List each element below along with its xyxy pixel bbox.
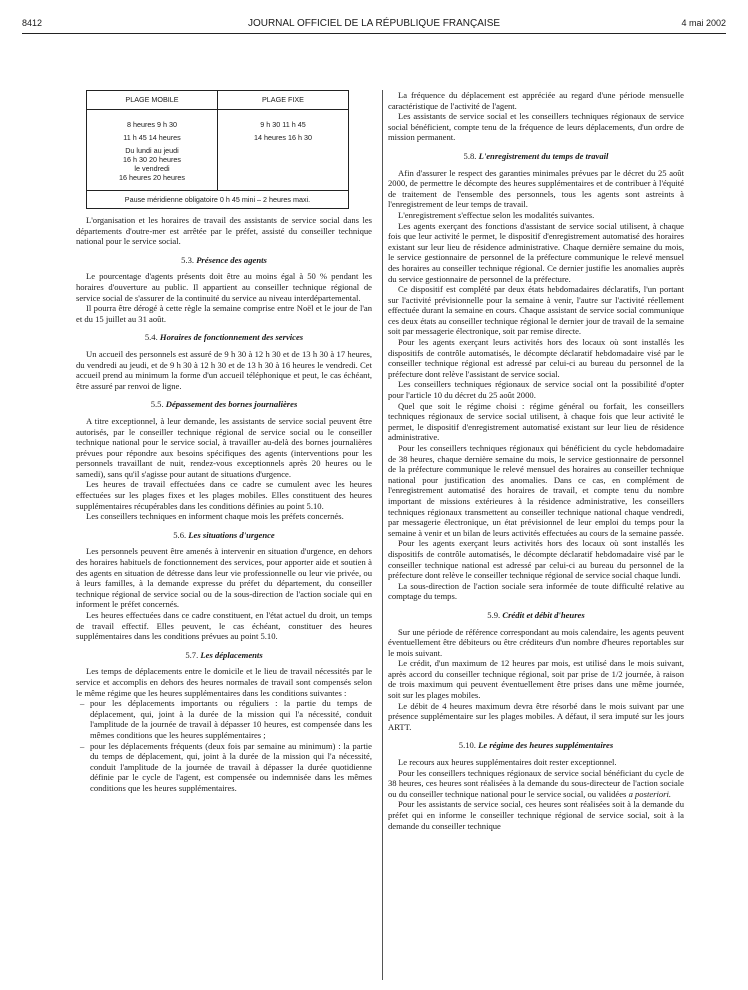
table-header-plage-fixe: PLAGE FIXE <box>218 91 349 110</box>
paragraph: Pour les agents exerçant leurs activités hors des locaux où sont installés les dispositifs de contrôle automatisés, le décompte déclaratif hebdomadaire visé par le conseiller technique national est adressé par celui-ci au bureau du personnel de la préfecture dont relève le conseiller technique régional de service social chaque lundi. <box>388 538 684 581</box>
section-heading-5-5: 5.5. Dépassement des bornes journalières <box>150 399 298 410</box>
paragraph: L'organisation et les horaires de travail des assistants de service social dans les départements d'outre-mer est arrêtée par le préfet, assisté du conseiller technique national pour le service social. <box>76 215 372 247</box>
schedule-table <box>86 90 349 209</box>
section-heading-5-9: 5.9. Crédit et débit d'heures <box>487 609 585 620</box>
paragraph: Les assistants de service social et les conseillers techniques régionaux de service social bénéficient, compte tenu de la fréquence de leurs déplacements, d'un ordre de mission permanent. <box>388 111 684 143</box>
paragraph: La fréquence du déplacement est appréciée au regard d'une période mensuelle caractéristique de l'activité de l'agent. <box>388 90 684 111</box>
column-divider <box>382 90 383 980</box>
paragraph: Pour les agents exerçant leurs activités hors des locaux où sont installés les dispositifs de contrôle automatisés, le décompte déclaratif hebdomadaire visé par le conseiller technique régional est adressé par celui-ci au bureau du personnel de la préfecture dont relève l'assistant de service social. <box>388 337 684 379</box>
page-number: 8412 <box>22 18 43 28</box>
table-cell-plage-mobile <box>87 110 218 191</box>
paragraph: A titre exceptionnel, à leur demande, les assistants de service social peuvent être autorisés, par le conseiller technique régional de service social ou le conseiller technique national pour le service social, à travailler au-delà des bornes journalières prévues pour répondre aux besoins spécifiques des agents (interventions pour les personnels travaillant de nuit, rendez-vous exceptionnels après 20 heures ou le samedi), sans qu'il s'agisse pour autant de situations d'urgence. <box>76 415 372 479</box>
paragraph: Sur une période de référence correspondant au mois calendaire, les agents peuvent éventuellement être débiteurs ou être créditeurs d'un nombre d'heures reportables sur le mois suivant. <box>388 626 684 658</box>
paragraph: Les temps de déplacements entre le domicile et le lieu de travail nécessités par le service et accomplis en dehors des heures normales de travail sont compensés selon le même régime que les heures supplémentaires dans les conditions suivantes : <box>76 666 372 698</box>
paragraph: Quel que soit le régime choisi : régime général ou forfait, les conseillers techniques régionaux de service social utilisent, à chaque fois que leur activité le permet, le dispositif d'enregistrement automatisé existant sur leur lieu de résidence administrative. <box>388 400 684 443</box>
journal-title: JOURNAL OFFICIEL DE LA RÉPUBLIQUE FRANÇAISE <box>247 18 501 29</box>
paragraph: Pour les conseillers techniques régionaux qui bénéficient du cycle hebdomadaire de 38 heures, chaque dernière semaine du mois, le service gestionnaire de personnel de la préfecture communique le relevé mensuel des horaires au conseiller technique national pour justification des anomalies. Dans ce cas, en complément de l'enregistrement automatisé des horaires de travail, et compte tenu du nombre important de missions extérieures à la résidence administrative, les conseillers techniques régionaux transmettent au conseiller technique national chaque vendredi, par messagerie électronique, un état prévisionnel de leur emploi du temps pour la semaine à venir et un bilan de leurs activités effectuées au cours de la semaine passée. <box>388 443 684 538</box>
section-heading-5-4: 5.4. Horaires de fonctionnement des services <box>144 332 304 343</box>
paragraph: La sous-direction de l'action sociale sera informée de toute difficulté relative au comptage du temps. <box>388 580 684 602</box>
table-line: le vendredi <box>134 164 170 173</box>
paragraph: Les agents exerçant des fonctions d'assistant de service social utilisent, à chaque fois que leur activité le permet, le dispositif d'enregistrement automatisé des horaires existant sur leur lieu de résidence administrative. Chaque dernière semaine du mois, le service gestionnaire de personnel de la préfecture communique le relevé mensuel des horaires au conseiller technique régional. Ce dernier justifie les anomalies auprès du service gestionnaire de personnel de la préfecture. <box>388 220 684 284</box>
list-item: – pour les déplacements importants ou réguliers : la partie du temps de déplacement, qui, joint à la durée de la mission qui l'a nécessité, conduit l'amplitude de la journée de travail à dépasser 10 heures, est compensée dans les mêmes conditions que les heures supplémentaires ; <box>90 698 372 740</box>
table-line: 14 heures 16 h 30 <box>254 133 312 142</box>
paragraph: Le recours aux heures supplémentaires doit rester exceptionnel. <box>398 757 617 768</box>
table-line: 16 heures 20 heures <box>119 173 185 182</box>
header-rule <box>22 33 726 34</box>
section-heading-5-3: 5.3. Présence des agents <box>181 254 267 265</box>
right-column <box>388 90 684 831</box>
paragraph: Afin d'assurer le respect des garanties minimales prévues par le décret du 25 août 2000, de permettre le décompte des heures supplémentaires et de contribuer à l'équité de traitement de l'ensemble des personnels, tous les agents sont astreints à l'enregistrement de leur temps de travail. <box>388 167 684 210</box>
section-heading-5-6: 5.6. Les situations d'urgence <box>173 529 275 540</box>
table-line: Du lundi au jeudi <box>125 146 179 155</box>
table-line: 11 h 45 14 heures <box>123 133 181 142</box>
paragraph: Pour les assistants de service social, ces heures sont réalisées soit à la demande du préfet qui en informe le conseiller technique régional de service social, soit à la demande du conseiller technique <box>388 799 684 831</box>
paragraph: Les personnels peuvent être amenés à intervenir en situation d'urgence, en dehors des horaires habituels de fonctionnement des services, pour apporter aide et soutien à des agents en situation de détresse dans leur vie professionnelle ou leur vie privée, ou à leurs familles, à la demande expresse du préfet du département, du conseiller technique régional de service social ou de la sous-direction de l'action sociale qui en informent le préfet concernés. <box>76 546 372 610</box>
page-header <box>22 18 726 32</box>
list-item: – pour les déplacements fréquents (deux fois par semaine au minimum) : la partie du temps de déplacement, qui, joint à la durée de la mission qui l'a nécessité, conduit l'amplitude de la journée de travail à dépasser la durée quotidienne définie par le cycle de l'agent, est compensée ou indemnisée dans les mêmes conditions que les heures supplémentaires. <box>90 741 372 794</box>
table-cell-plage-fixe <box>218 110 349 191</box>
dash-list <box>76 698 372 793</box>
table-footer: Pause méridienne obligatoire 0 h 45 mini – 2 heures maxi. <box>87 191 349 209</box>
paragraph: Pour les conseillers techniques régionaux de service social bénéficiant du cycle de 38 heures, ces heures sont réalisées à la demande du sous-directeur de l'action sociale ou du conseiller technique national pour le service social, ou validées a posteriori. <box>388 767 684 799</box>
paragraph: Les heures effectuées dans ce cadre constituent, en l'état actuel du droit, un temps de travail effectif. Elles peuvent, le cas échéant, constituer des heures supplémentaires dans les conditions prévues au point 5.10. <box>76 610 372 642</box>
table-line: 9 h 30 11 h 45 <box>260 120 306 129</box>
paragraph: Il pourra être dérogé à cette règle la semaine comprise entre Noël et le jour de l'an et du 15 juillet au 31 août. <box>76 303 372 324</box>
table-line: 8 heures 9 h 30 <box>127 120 177 129</box>
paragraph: Les conseillers techniques régionaux de service social ont la possibilité d'opter pour l'article 10 du décret du 25 août 2000. <box>388 379 684 401</box>
left-column <box>76 90 372 794</box>
paragraph: Le crédit, d'un maximum de 12 heures par mois, est utilisé dans le mois suivant, après accord du conseiller technique régional, soit par prise de 1/2 journée, à raison de trois maximum qui peuvent éventuellement être prises dans une même journée, soit sur les plages mobiles. <box>388 658 684 701</box>
table-header-plage-mobile: PLAGE MOBILE <box>87 91 218 110</box>
paragraph: Le débit de 4 heures maximum devra être résorbé dans le mois suivant par une présence supplémentaire sur les plages mobiles. A défaut, il sera imputé sur les jours ARTT. <box>388 700 684 732</box>
paragraph: Les conseillers techniques en informent chaque mois les préfets concernés. <box>86 511 344 522</box>
section-heading-5-7: 5.7. Les déplacements <box>185 649 263 660</box>
section-heading-5-8: 5.8. L'enregistrement du temps de travail <box>463 150 609 161</box>
paragraph: Un accueil des personnels est assuré de 9 h 30 à 12 h 30 et de 13 h 30 à 17 heures, du vendredi au jeudi, et de 9 h 30 à 12 h 30 et de 13 h 30 à 16 heures le vendredi. Cet accueil prend au minimum la forme d'un accueil téléphonique et peut, le cas échéant, être assuré par renvoi de ligne. <box>76 348 372 391</box>
paragraph: Les heures de travail effectuées dans ce cadre se cumulent avec les heures effectuées sur les plages fixes et les plages mobiles. Elles constituent des heures supplémentaires récupérables dans les conditions définies au point 5.10. <box>76 479 372 511</box>
paragraph: Le pourcentage d'agents présents doit être au moins égal à 50 % pendant les horaires d'ouverture au public. Il appartient au conseiller technique régional de service social de s'assurer de la continuité du service au niveau interdépartemental. <box>76 271 372 303</box>
table-line: 16 h 30 20 heures <box>123 155 181 164</box>
section-heading-5-10: 5.10. Le régime des heures supplémentaires <box>458 740 614 751</box>
paragraph: L'enregistrement s'effectue selon les modalités suivantes. <box>398 209 595 220</box>
issue-date: 4 mai 2002 <box>681 18 726 28</box>
paragraph: Ce dispositif est complété par deux états hebdomadaires déclaratifs, l'un portant sur l'activité prévisionnelle pour la semaine à venir, l'autre sur l'activité réellement effectuée durant la semaine en cours. Chaque assistant de service social communique ces deux états au conseiller technique régional le dernier jour de travail de la semaine soit par messagerie électronique, soit par remise directe. <box>388 284 684 337</box>
